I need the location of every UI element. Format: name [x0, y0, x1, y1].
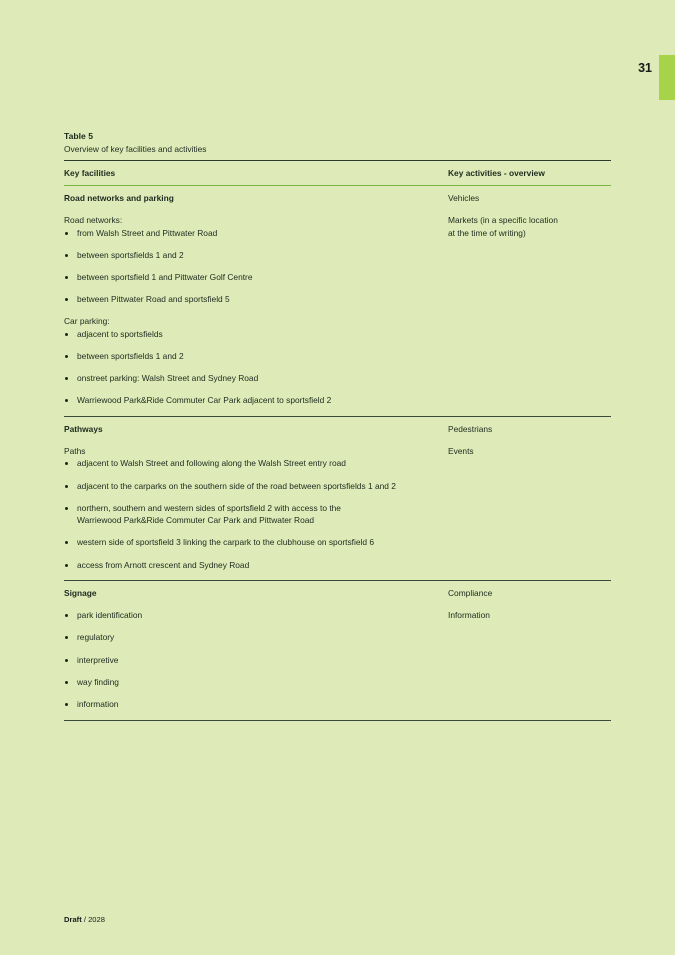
list-item: information: [64, 698, 448, 710]
page-footer: [64, 915, 105, 924]
list-item: from Walsh Street and Pittwater Road: [64, 227, 448, 239]
activity-text: Events: [448, 446, 474, 457]
footer-year: 2028: [88, 915, 105, 924]
section-facilities: [64, 192, 448, 412]
activity-text: Pedestrians: [448, 423, 493, 434]
section-activities: [448, 192, 611, 412]
list-item: western side of sportsfield 3 linking the carpark to the clubhouse on sportsfield 6: [64, 536, 448, 548]
list-item: between sportsfield 1 and Pittwater Golf Centre: [64, 271, 448, 283]
activity-text: Information: [448, 610, 490, 621]
section-activities: [448, 423, 611, 576]
table-caption: [64, 130, 611, 155]
activity-text: Vehicles: [448, 193, 480, 203]
list-item: between Pittwater Road and sportsfield 5: [64, 293, 448, 305]
group-heading: Road networks:: [64, 215, 123, 226]
activity-text: Compliance: [448, 588, 493, 599]
list-item: park identification: [64, 609, 448, 621]
section-title: Signage: [64, 588, 97, 599]
section-pathways: [64, 417, 611, 581]
list-item: access from Arnott crescent and Sydney Road: [64, 559, 448, 571]
bullet-list: [64, 227, 448, 306]
facilities-table: [64, 160, 611, 721]
table-label: Table 5: [64, 131, 93, 141]
footer-separator: /: [81, 915, 89, 924]
bullet-list: [64, 609, 448, 710]
list-item: way finding: [64, 676, 448, 688]
bullet-list: [64, 457, 448, 571]
section-facilities: [64, 423, 448, 576]
list-item: Warriewood Park&Ride Commuter Car Park adjacent to sportsfield 2: [64, 394, 448, 406]
group-heading: Paths: [64, 446, 86, 457]
section-title: Road networks and parking: [64, 193, 174, 203]
list-item: between sportsfields 1 and 2: [64, 350, 448, 362]
header-key-facilities: Key facilities: [64, 168, 116, 178]
list-item: adjacent to the carparks on the southern side of the road between sportsfields 1 and 2: [64, 480, 448, 492]
group-heading: Car parking:: [64, 316, 110, 327]
list-item-line: northern, southern and western sides of sportsfield 2 with access to the: [77, 502, 341, 513]
section-signage: [64, 581, 611, 720]
list-item: [64, 502, 448, 527]
table-subtitle: Overview of key facilities and activities: [64, 144, 207, 154]
footer-draft: Draft: [64, 915, 82, 924]
section-activities: [448, 587, 611, 715]
side-tab-marker: [659, 55, 675, 100]
list-item: regulatory: [64, 631, 448, 643]
activity-text: Markets (in a specific location: [448, 215, 558, 226]
list-item: adjacent to sportsfields: [64, 328, 448, 340]
list-item-line: Warriewood Park&Ride Commuter Car Park and Pittwater Road: [77, 515, 315, 526]
list-item: between sportsfields 1 and 2: [64, 249, 448, 261]
table-header: [64, 161, 611, 186]
section-road-networks: [64, 186, 611, 417]
bullet-list: [64, 328, 448, 407]
list-item: adjacent to Walsh Street and following along the Walsh Street entry road: [64, 457, 448, 469]
page-number: 31: [638, 61, 652, 75]
header-key-activities: Key activities - overview: [448, 168, 545, 178]
section-facilities: [64, 587, 448, 715]
section-title: Pathways: [64, 423, 103, 434]
list-item: interpretive: [64, 654, 448, 666]
list-item: onstreet parking: Walsh Street and Sydney Road: [64, 372, 448, 384]
activity-text: at the time of writing): [448, 227, 526, 238]
